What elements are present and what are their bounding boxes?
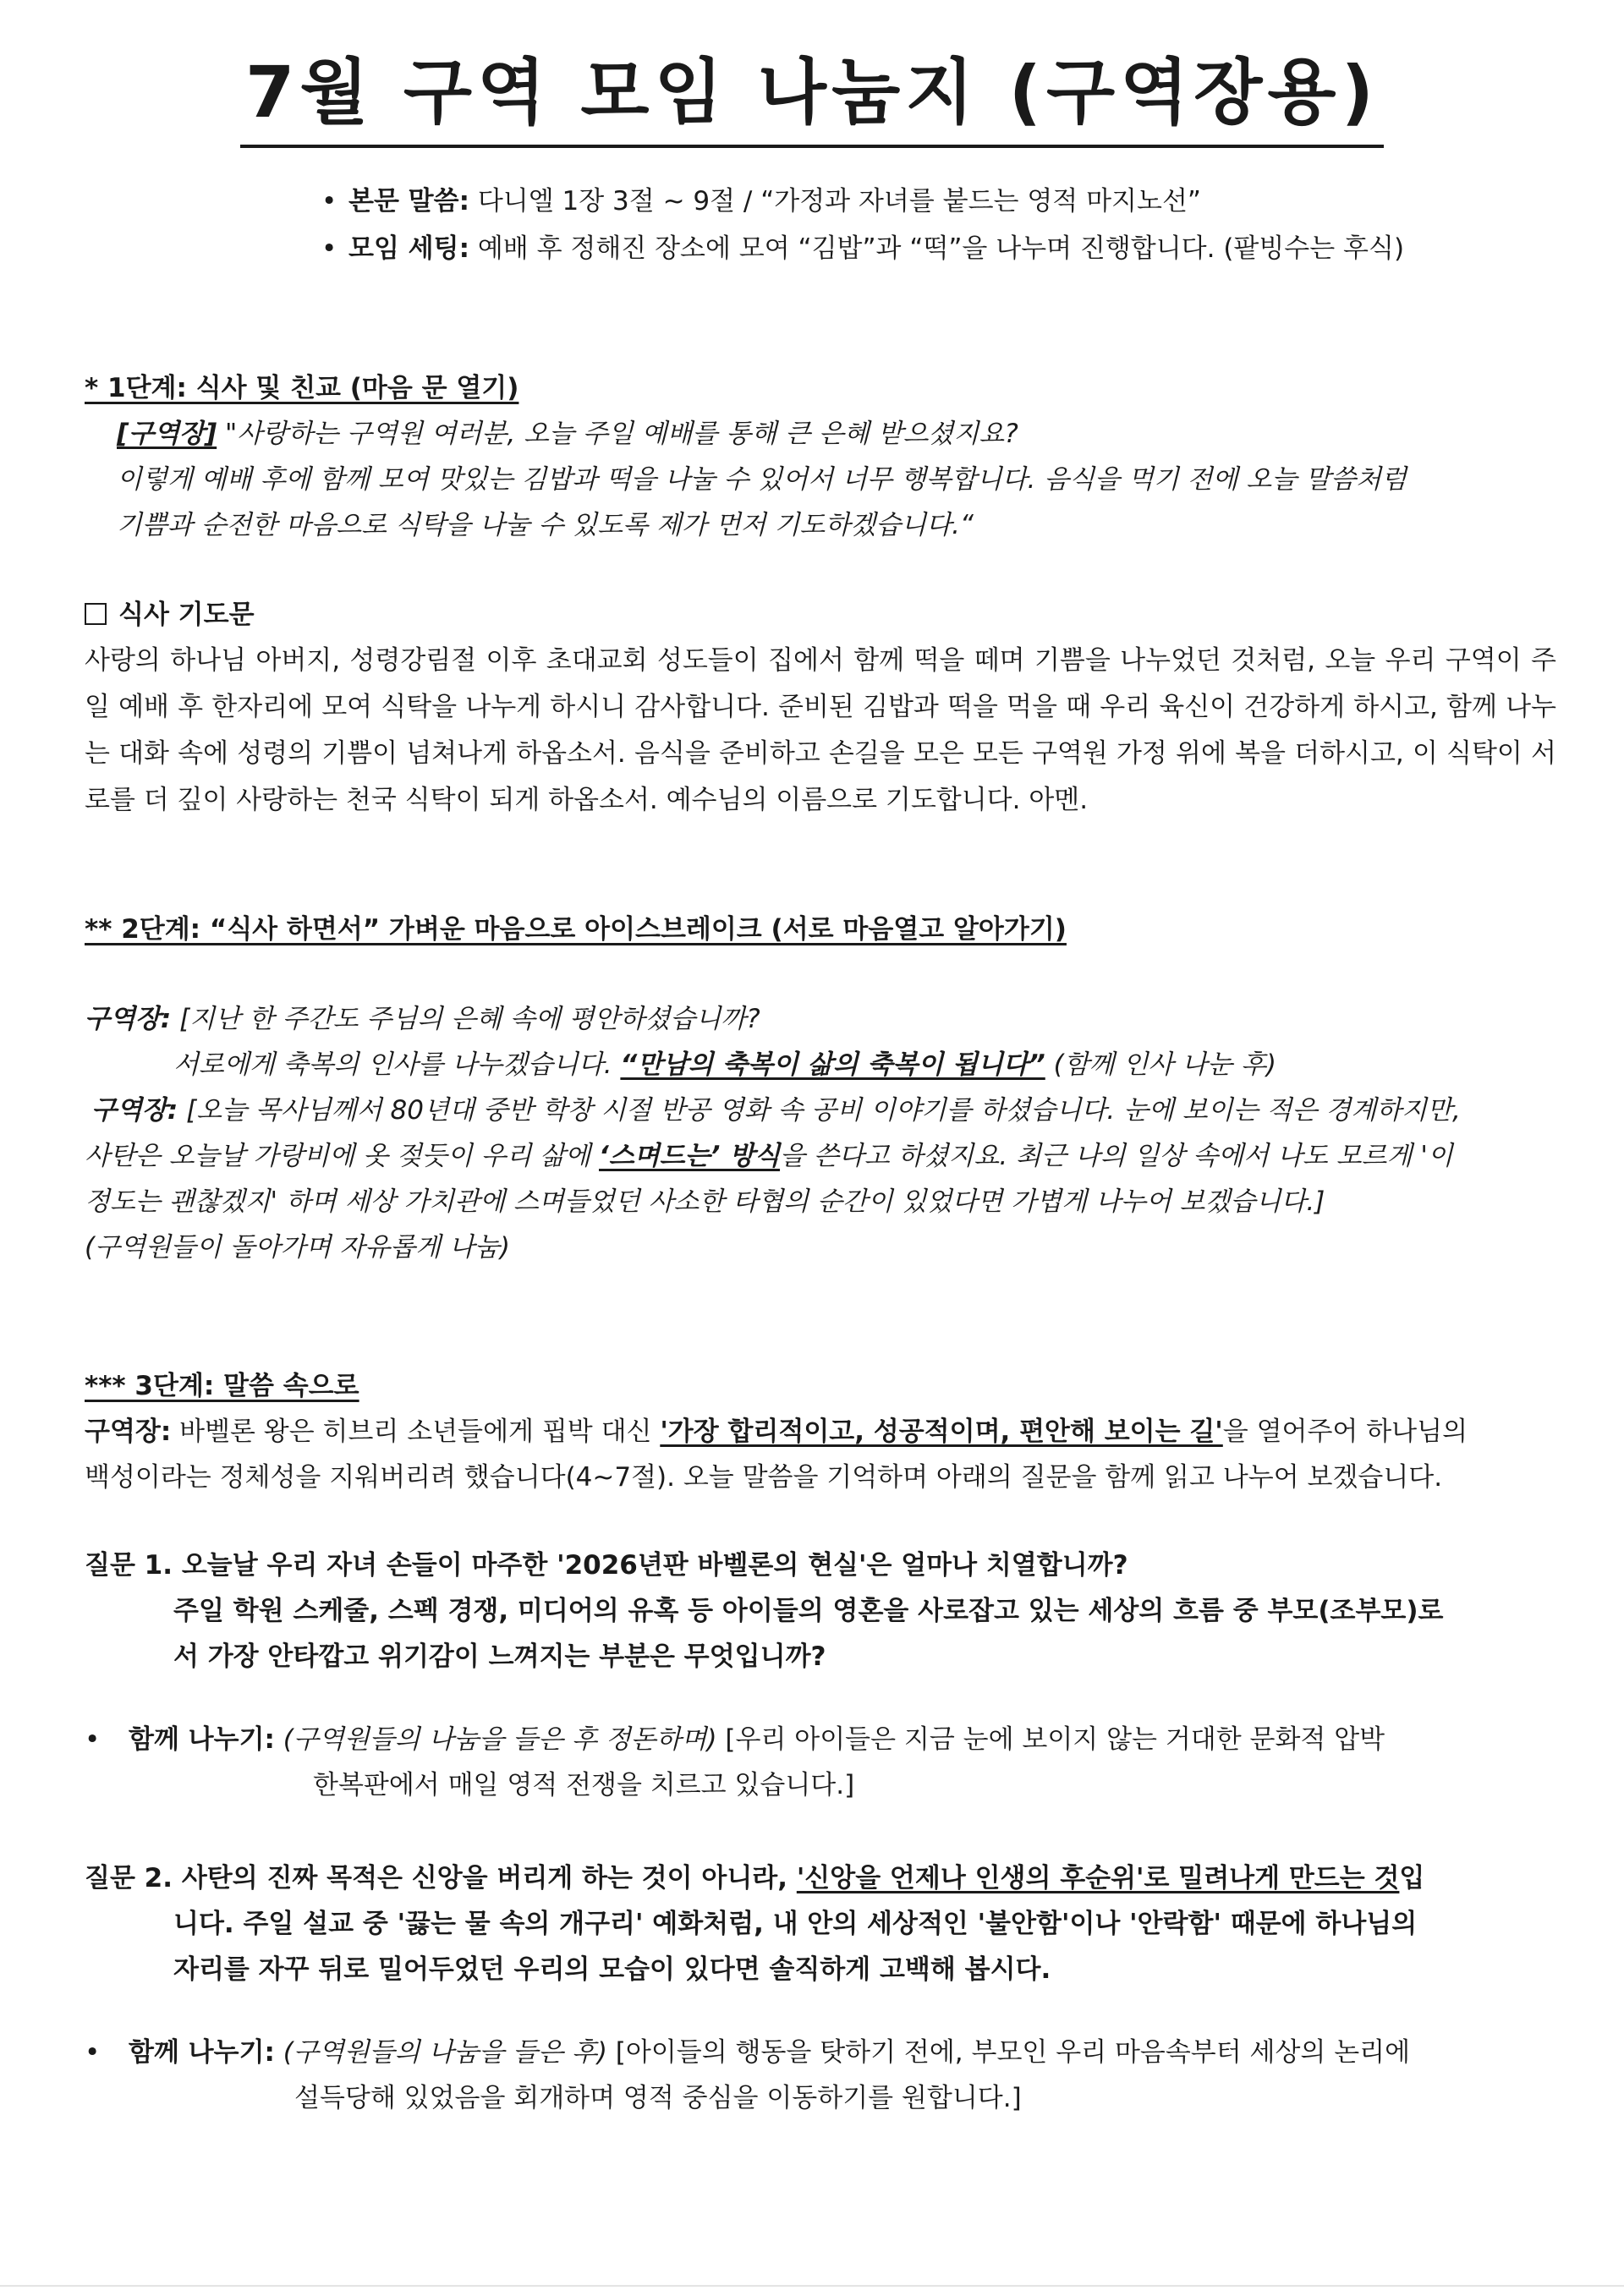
prayer-section [85,592,1556,824]
step3-section [85,1363,1556,1500]
checkbox-icon [85,603,107,625]
prayer-text: 사랑의 하나님 아버지, 성령강림절 이후 초대교회 성도들이 집에서 함께 떡을 떼며 기쁨을 나누었던 것처럼, 오늘 우리 구역이 주일 예배 후 한자리에 모여 식탁을 나누게 하시니 감사합니다. 준비된 김밥과 떡을 먹을 때 우리 육신이 건강하게 하시고, 함께 나누는 대화 속에 성령의 기쁨이 넘쳐나게 하옵소서. 음식을 준비하고 손길을 모은 모든 구역원 가정 위에 복을 더하시고, 이 식탁이 서로를 더 깊이 사랑하는 천국 식탁이 되게 하옵소서. 예수님의 이름으로 기도합니다. 아멘. [85,645,1556,815]
step3-leader-label: 구역장: [85,1417,172,1447]
step1-line2: 이렇게 예배 후에 함께 모여 맛있는 김밥과 떡을 나눌 수 있어서 너무 행복합니다. 음식을 먹기 전에 오늘 말씀처럼 [117,464,1407,495]
share-2-line2: 설득당해 있었음을 회개하며 영적 중심을 이동하기를 원합니다.] [294,2083,1022,2113]
step2-leader-label: 구역장: [85,1004,172,1034]
bullet-icon: • [321,186,337,216]
step3-easy-path-phrase: '가장 합리적이고, 성공적이며, 편안해 보이는 길' [660,1417,1223,1447]
intro-section [321,178,1404,272]
intro-scripture [321,178,1404,225]
step2-blessing-phrase: “만남의 축복이 삶의 축복이 됩니다” [620,1049,1045,1080]
step1-line1: [구역장] "사랑하는 구역원 여러분, 오늘 주일 예배를 통해 큰 은혜 받으셨지요? [117,419,1018,449]
page-title-text: 7월 구역 모임 나눔지 (구역장용) [240,36,1384,148]
question-2-key-phrase: '신앙을 언제나 인생의 후순위'로 밀려나게 만드는 것 [796,1863,1400,1893]
prayer-heading-row [85,592,1556,638]
share-2-label: 함께 나누기: [129,2037,275,2068]
step2-seeping-phrase: ‘스며드는’ 방식 [599,1141,781,1171]
step1-section [85,365,1556,548]
step1-leader-tag: [구역장] [117,419,217,449]
step3-line2: 백성이라는 정체성을 지워버리려 했습니다(4~7절). 오늘 말씀을 기억하며 아래의 질문을 함께 읽고 나누어 보겠습니다. [85,1462,1443,1493]
step1-heading: * 1단계: 식사 및 친교 (마음 문 열기) [85,373,519,403]
question-2-line1: 질문 2. 사탄의 진짜 목적은 신앙을 버리게 하는 것이 아니라, '신앙을 언제나 인생의 후순위'로 밀려나게 만드는 것입 [85,1863,1425,1893]
bullet-icon: • [85,2037,101,2068]
step2-heading: ** 2단계: “식사 하면서” 가벼운 마음으로 아이스브레이크 (서로 마음열고 알아가기) [85,914,1067,945]
share-1-note: (구역원들의 나눔을 들은 후 정돈하며) [274,1724,717,1755]
question-1 [85,1541,1556,1678]
scripture-text: 다니엘 1장 3절 ~ 9절 / “가정과 자녀를 붙드는 영적 마지노선” [469,186,1201,216]
prayer-heading: 식사 기도문 [118,600,255,630]
step2-line2: 서로에게 축복의 인사를 나누겠습니다. “만남의 축복이 삶의 축복이 됩니다” (함께 인사 나눈 후) [173,1049,1276,1080]
step2-line1: 구역장: [지난 한 주간도 주님의 은혜 속에 평안하셨습니까? [85,1004,760,1034]
question-2-line2: 니다. 주일 설교 중 '끓는 물 속의 개구리' 예화처럼, 내 안의 세상적인 '불안함'이나 '안락함' 때문에 하나님의 [173,1909,1418,1939]
share-1-label: 함께 나누기: [129,1724,275,1755]
question-2 [85,1854,1556,1991]
step2-line5: 정도는 괜찮겠지' 하며 세상 가치관에 스며들었던 사소한 타협의 순간이 있었다면 가볍게 나누어 보겠습니다.] [85,1186,1325,1217]
question-1-line1: 질문 1. 오늘날 우리 자녀 손들이 마주한 '2026년판 바벨론의 현실'은 얼마나 치열합니까? [85,1550,1128,1581]
share-2-note: (구역원들의 나눔을 들은 후) [274,2037,607,2068]
scripture-label: 본문 말씀: [348,186,469,216]
bullet-icon: • [85,1724,101,1755]
bullet-icon: • [321,233,337,264]
page-bottom-edge [0,2285,1624,2287]
step2-line3: 구역장: [오늘 목사님께서 80년대 중반 학창 시절 반공 영화 속 공비 이야기를 하셨습니다. 눈에 보이는 적은 경계하지만, [91,1095,1461,1126]
step2-section [85,907,1556,952]
step3-heading: *** 3단계: 말씀 속으로 [85,1371,359,1401]
step2-line4: 사탄은 오늘날 가랑비에 옷 젖듯이 우리 삶에 ‘스며드는’ 방식을 쓴다고 하셨지요. 최근 나의 일상 속에서 나도 모르게 '이 [85,1141,1453,1171]
question-1-line3: 서 가장 안타깝고 위기감이 느껴지는 부분은 무엇입니까? [173,1641,826,1672]
step3-line1: 구역장: 바벨론 왕은 히브리 소년들에게 핍박 대신 '가장 합리적이고, 성공적이며, 편안해 보이는 길'을 열어주어 하나님의 [85,1417,1468,1447]
page-title [0,36,1624,148]
share-1-line1: • 함께 나누기: (구역원들의 나눔을 들은 후 정돈하며) [우리 아이들은 지금 눈에 보이지 않는 거대한 문화적 압박 [85,1717,1556,1762]
setting-text: 예배 후 정해진 장소에 모여 “김밥”과 “떡”을 나누며 진행합니다. (팥빙수는 후식) [469,233,1405,264]
intro-setting [321,225,1404,272]
question-2-line3: 자리를 자꾸 뒤로 밀어두었던 우리의 모습이 있다면 솔직하게 고백해 봅시다. [173,1954,1051,1985]
share-1-line2: 한복판에서 매일 영적 전쟁을 치르고 있습니다.] [313,1770,855,1800]
share-1 [85,1717,1556,1808]
question-1-line2: 주일 학원 스케줄, 스펙 경쟁, 미디어의 유혹 등 아이들의 영혼을 사로잡고 있는 세상의 흐름 중 부모(조부모)로 [173,1596,1444,1626]
step2-leader-label-2: 구역장: [91,1095,178,1126]
share-2-line1: • 함께 나누기: (구역원들의 나눔을 들은 후) [아이들의 행동을 탓하기 전에, 부모인 우리 마음속부터 세상의 논리에 [85,2030,1556,2075]
setting-label: 모임 세팅: [348,233,469,264]
step2-body [85,996,1556,1270]
step1-line3: 기쁨과 순전한 마음으로 식탁을 나눌 수 있도록 제가 먼저 기도하겠습니다.“ [117,510,974,540]
step2-line6: (구역원들이 돌아가며 자유롭게 나눔) [85,1232,510,1263]
share-2 [85,2030,1556,2121]
